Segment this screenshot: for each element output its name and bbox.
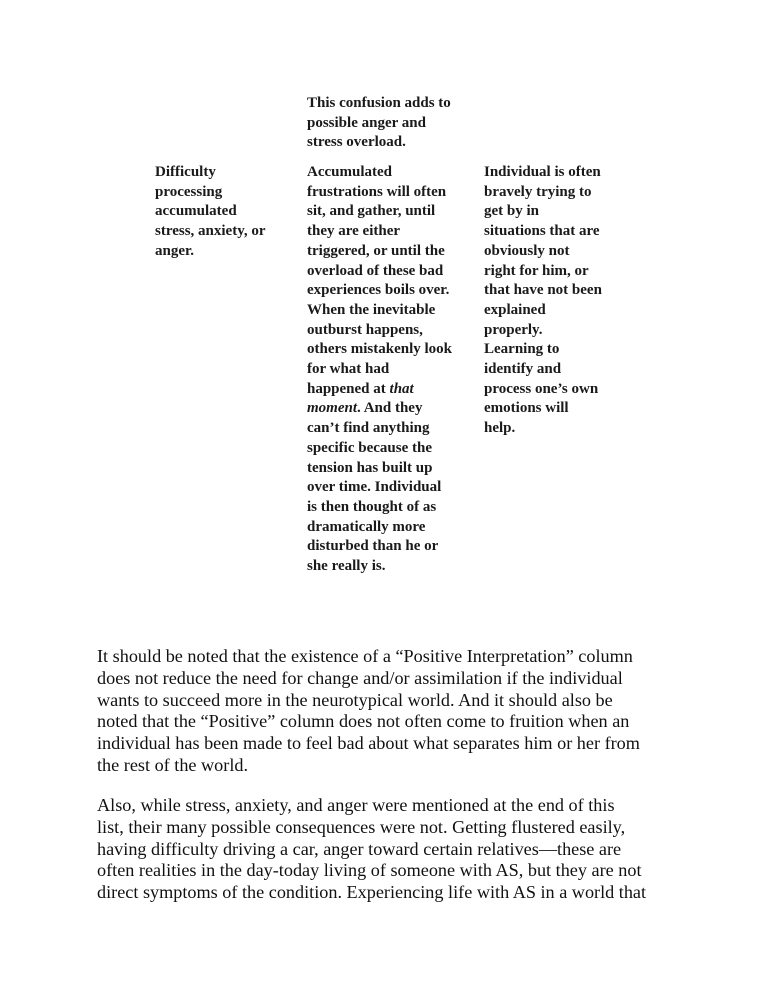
table-cell-explanation [307,163,482,577]
explanation-italic-1: that [389,380,414,397]
body-paragraph-1: It should be noted that the existence of a “Positive Interpretation” column does not reduce the need for change and/or assimilation if the individual wants to succeed more in the neurotypical world. And it should also be noted that the “Positive” column does not often come to fruition when an individual has been made to feel bad about what separates him or her from the rest of the world. [97,646,640,775]
explanation-text-1: Accumulated frustrations will often sit, and gather, until they are either triggered, or until the overload of these bad experiences boils over. When the inevitable outburst happens, others mistakenly look for what had happened at [307,164,453,397]
explanation-text-3: . And they can’t find anything specific because the tension has built up over time. Individual is then thought of as dramatically more disturbed than he or she really is. [307,400,442,575]
body-paragraph-2: Also, while stress, anxiety, and anger were mentioned at the end of this list, their many possible consequences were not. Getting flustered easily, having difficulty driving a car, anger toward certain relatives—these are often realities in the day-today living of someone with AS, but they are not direct symptoms of the condition. Experiencing life with AS in a world that [97,795,647,903]
explanation-italic-2: moment [307,400,358,417]
table-cell-explanation-continued: This confusion adds to possible anger and stress overload. [307,95,451,151]
table-cell-positive-interpretation: Individual is often bravely trying to get by in situations that are obviously not right for him, or that have not been explained properly. Learning to identify and process one’s own emotions will help. [484,164,602,437]
table-cell-challenge: Difficulty processing accumulated stress, anxiety, or anger. [155,164,266,259]
